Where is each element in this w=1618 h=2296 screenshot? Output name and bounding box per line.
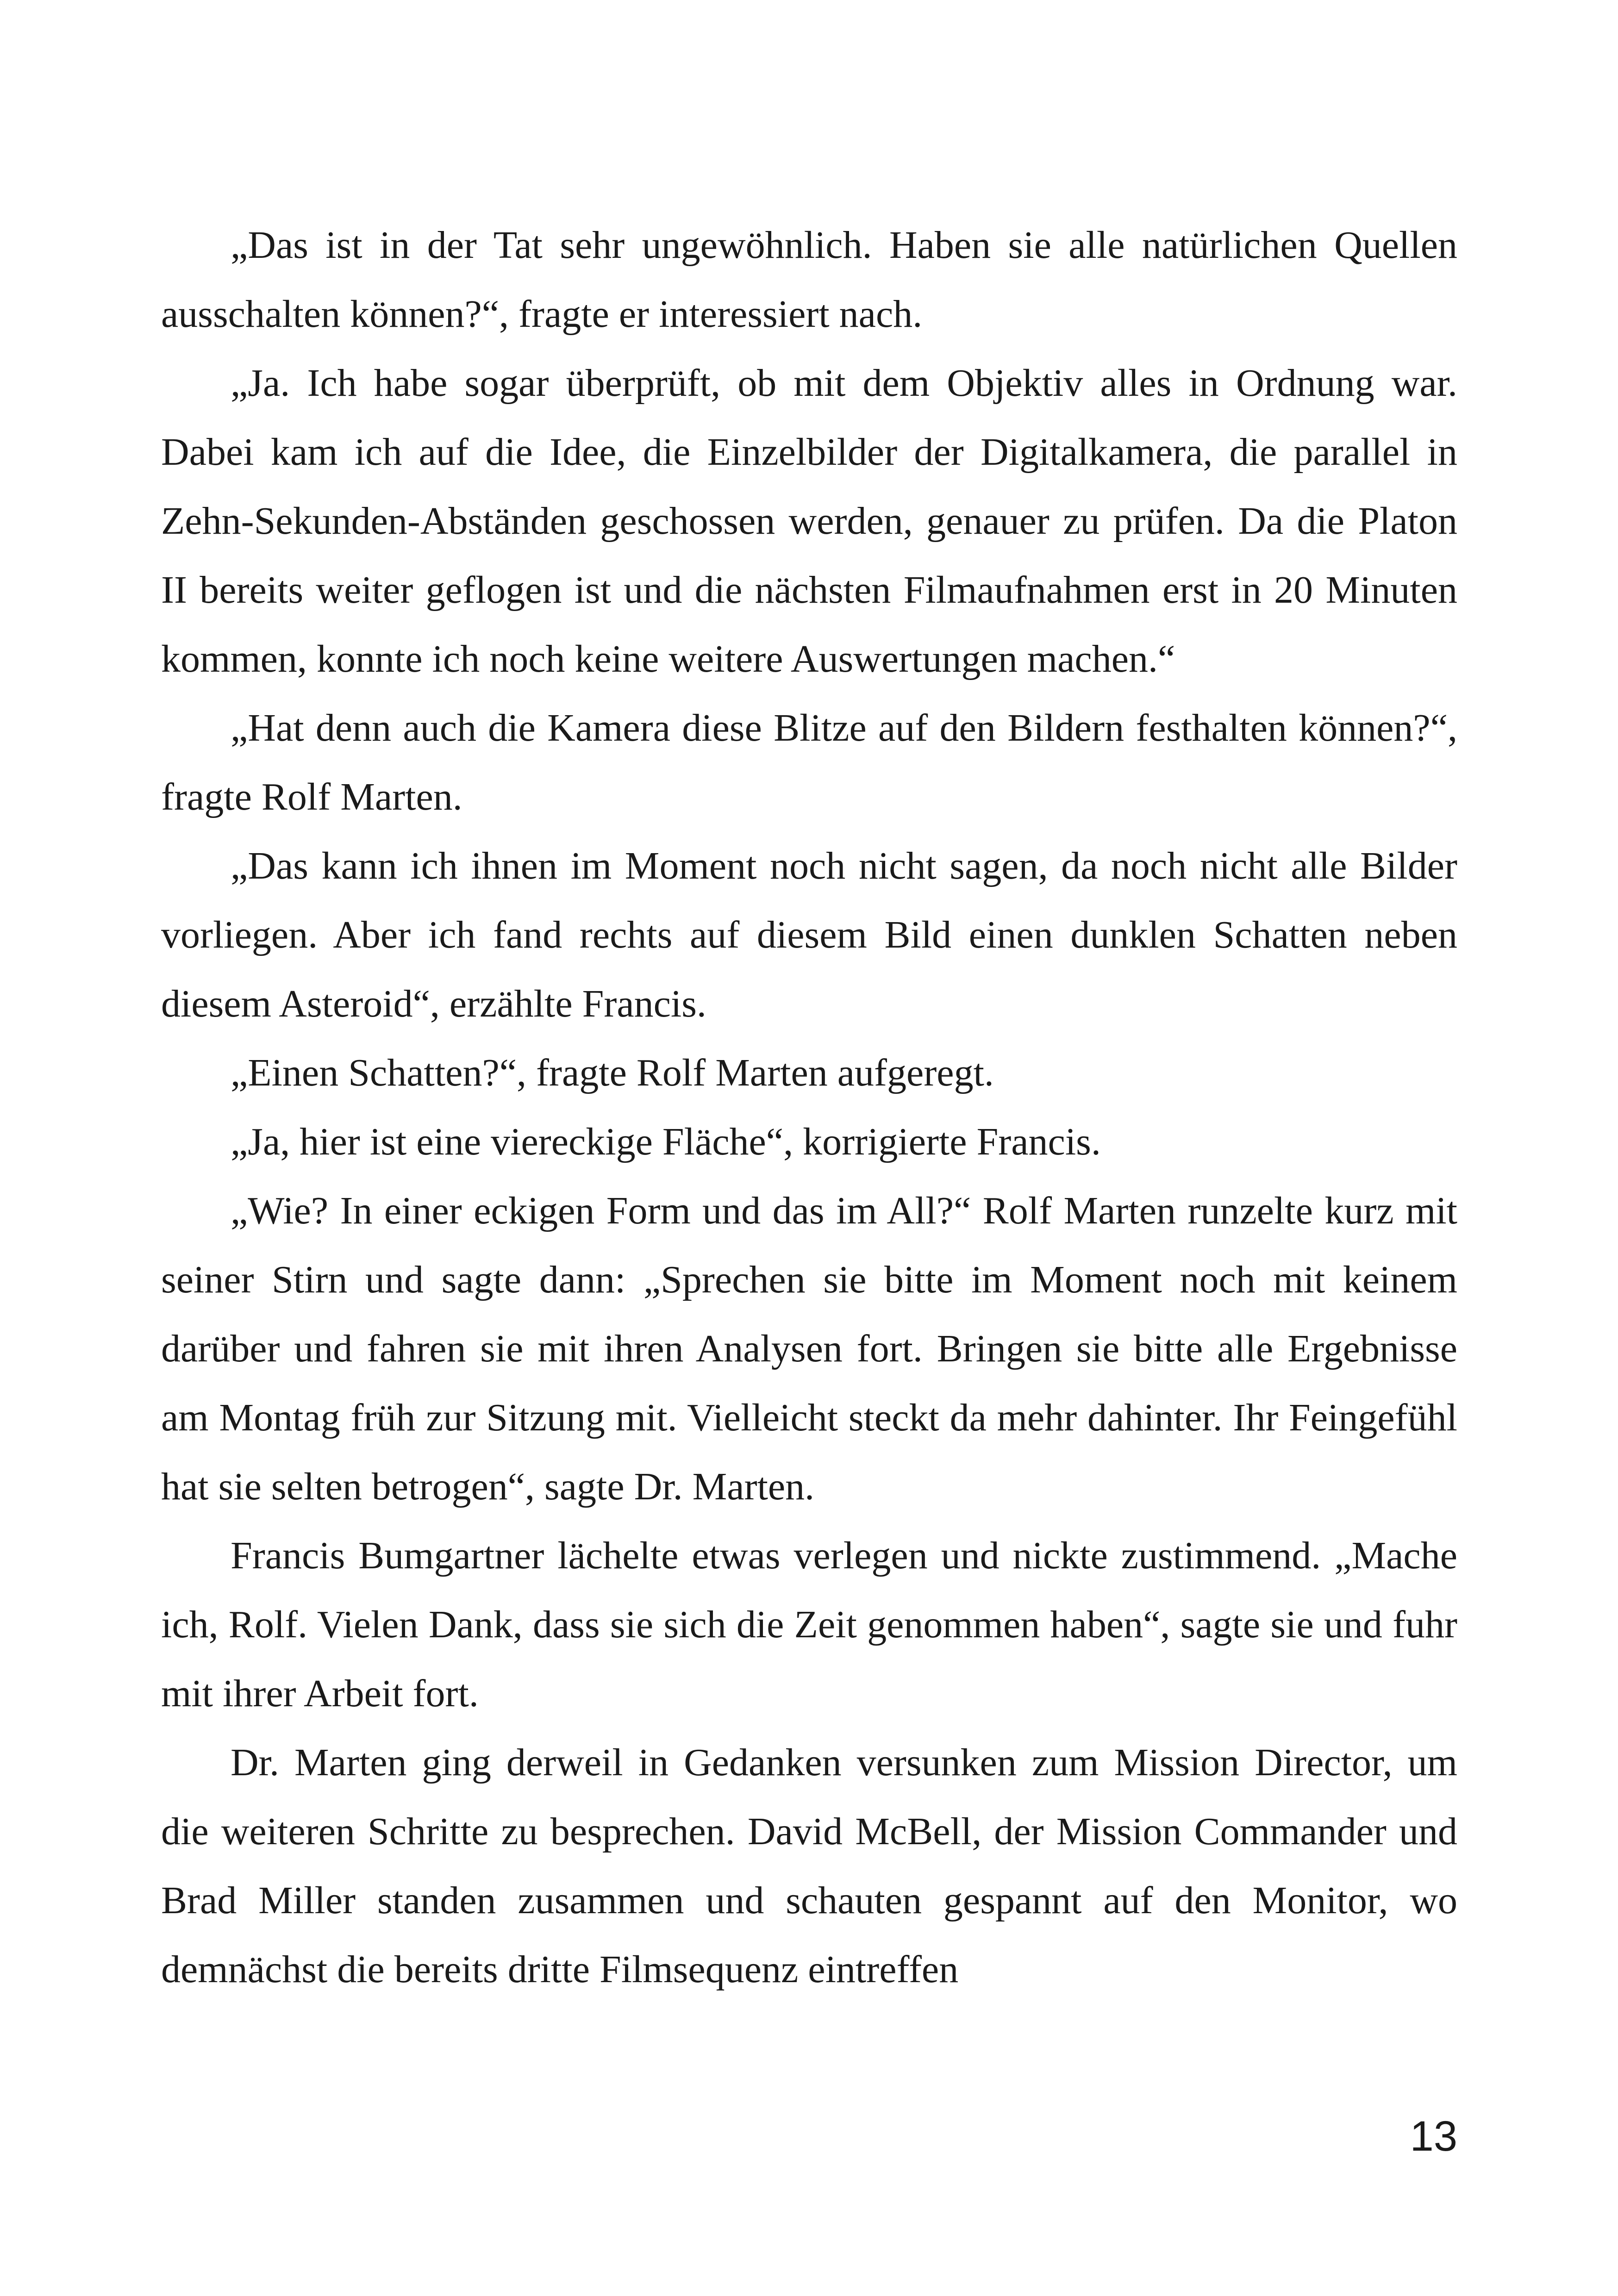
paragraph: „Wie? In einer eckigen Form und das im All?“ Rolf Marten runzelte kurz mit seiner Stirn und sagte dann: „Sprechen sie bitte im Moment noch mit keinem darüber und fahren sie mit ihren Analysen fort. Bringen sie bitte alle Ergebnisse am Montag früh zur Sitzung mit. Vielleicht steckt da mehr dahinter. Ihr Feingefühl hat sie selten betrogen“, sagte Dr. Marten. [161, 1189, 1457, 1508]
paragraph: „Ja. Ich habe sogar überprüft, ob mit dem Objektiv alles in Ordnung war. Dabei kam ich auf die Idee, die Einzelbilder der Digitalkamera, die parallel in Zehn-Sekunden-Abständen geschossen werden, genauer zu prüfen. Da die Platon II bereits weiter geflogen ist und die nächsten Filmaufnahmen erst in 20 Minuten kommen, konnte ich noch keine weitere Auswertungen machen.“ [161, 362, 1457, 680]
paragraph: „Ja, hier ist eine viereckige Fläche“, korrigierte Francis. [231, 1120, 1101, 1163]
paragraph: Francis Bumgartner lächelte etwas verlegen und nickte zustimmend. „Mache ich, Rolf. Vielen Dank, dass sie sich die Zeit genommen haben“, sagte sie und fuhr mit ihrer Arbeit fort. [161, 1534, 1457, 1715]
book-page-text [161, 211, 1457, 2004]
page-number: 13 [1410, 2113, 1457, 2160]
paragraph: „Das ist in der Tat sehr ungewöhnlich. Haben sie alle natürlichen Quellen ausschalten können?“, fragte er interessiert nach. [161, 224, 1457, 336]
paragraph: Dr. Marten ging derweil in Gedanken versunken zum Mission Director, um die weiteren Schritte zu besprechen. David McBell, der Mission Commander und Brad Miller standen zusammen und schauten gespannt auf den Monitor, wo demnächst die bereits dritte Filmsequenz eintreffen [161, 1741, 1457, 1991]
paragraph: „Einen Schatten?“, fragte Rolf Marten aufgeregt. [231, 1051, 994, 1094]
paragraph: „Das kann ich ihnen im Moment noch nicht sagen, da noch nicht alle Bilder vorliegen. Aber ich fand rechts auf diesem Bild einen dunklen Schatten neben diesem Asteroid“, erzählte Francis. [161, 844, 1457, 1025]
paragraph: „Hat denn auch die Kamera diese Blitze auf den Bildern festhalten können?“, fragte Rolf Marten. [161, 706, 1457, 818]
